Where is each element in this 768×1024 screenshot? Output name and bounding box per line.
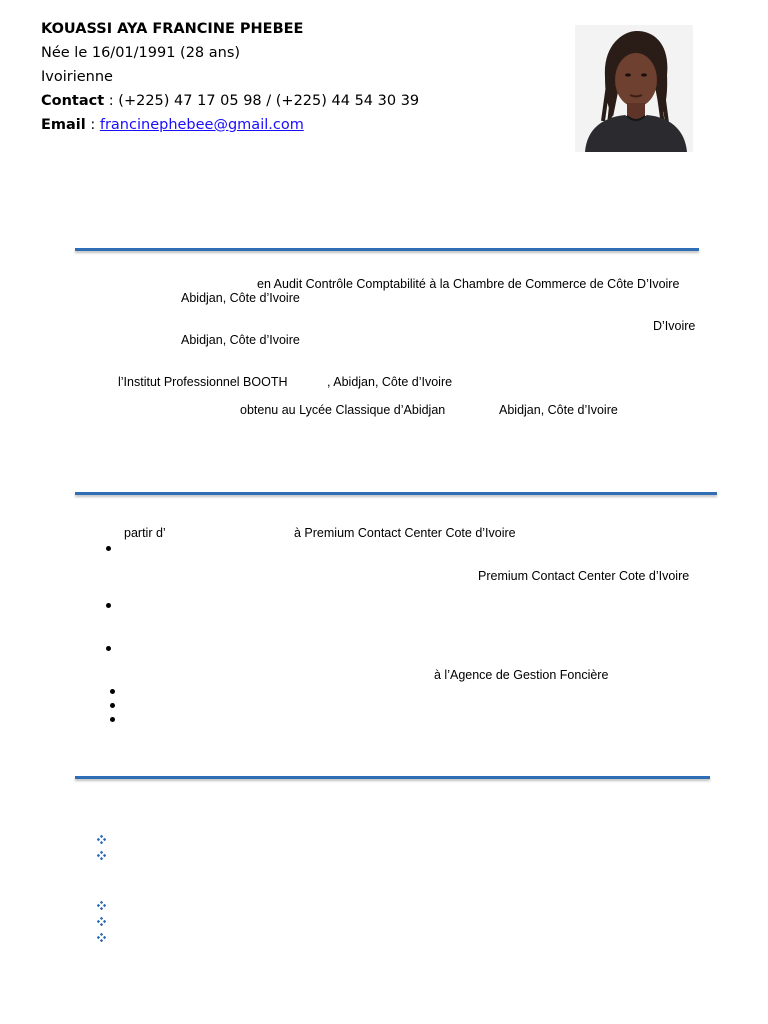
contact-line [41,89,419,113]
education-location: Abidjan, Côte d’Ivoire [181,291,300,305]
nationality: Ivoirienne [41,69,113,85]
diamond-bullet-icon [97,917,106,926]
list-bullet [106,603,111,608]
birth-date: Née le 16/01/1991 (28 ans) [41,45,241,61]
contact-label: Contact [41,93,105,109]
section-divider-skills [75,776,710,779]
section-divider-experience [75,492,717,495]
experience-line: partir d’ [124,526,166,540]
diamond-bullet-icon [97,851,106,860]
education-location: , Abidjan, Côte d’Ivoire [327,375,453,389]
list-bullet [106,646,111,651]
diamond-bullet-icon [97,835,106,844]
section-divider-education [75,248,699,251]
experience-line: à l’Agence de Gestion Foncière [434,668,609,682]
email-separator: : [85,117,100,133]
candidate-name: KOUASSI AYA FRANCINE PHEBEE [41,21,304,37]
email-link[interactable]: francinephebee@gmail.com [99,117,304,133]
education-line: obtenu au Lycée Classique d’Abidjan [240,403,446,417]
education-location: Abidjan, Côte d’Ivoire [499,403,618,417]
list-bullet [110,689,115,694]
contact-phone: (+225) 47 17 05 98 / (+225) 44 54 30 39 [118,93,420,109]
education-line: D’Ivoire [653,319,696,333]
list-bullet [106,546,111,551]
education-location: Abidjan, Côte d’Ivoire [181,333,300,347]
email-line [41,113,304,137]
contact-separator: : [104,93,119,109]
email-label: Email [41,117,86,133]
profile-photo [575,25,693,152]
list-bullet [110,703,115,708]
experience-line: Premium Contact Center Cote d’Ivoire [478,569,690,583]
diamond-bullet-icon [97,901,106,910]
list-bullet [110,717,115,722]
diamond-bullet-icon [97,933,106,942]
education-line: en Audit Contrôle Comptabilité à la Chambre de Commerce de Côte D’Ivoire [257,277,680,291]
education-line: l’Institut Professionnel BOOTH [118,375,288,389]
experience-line: à Premium Contact Center Cote d’Ivoire [294,526,516,540]
